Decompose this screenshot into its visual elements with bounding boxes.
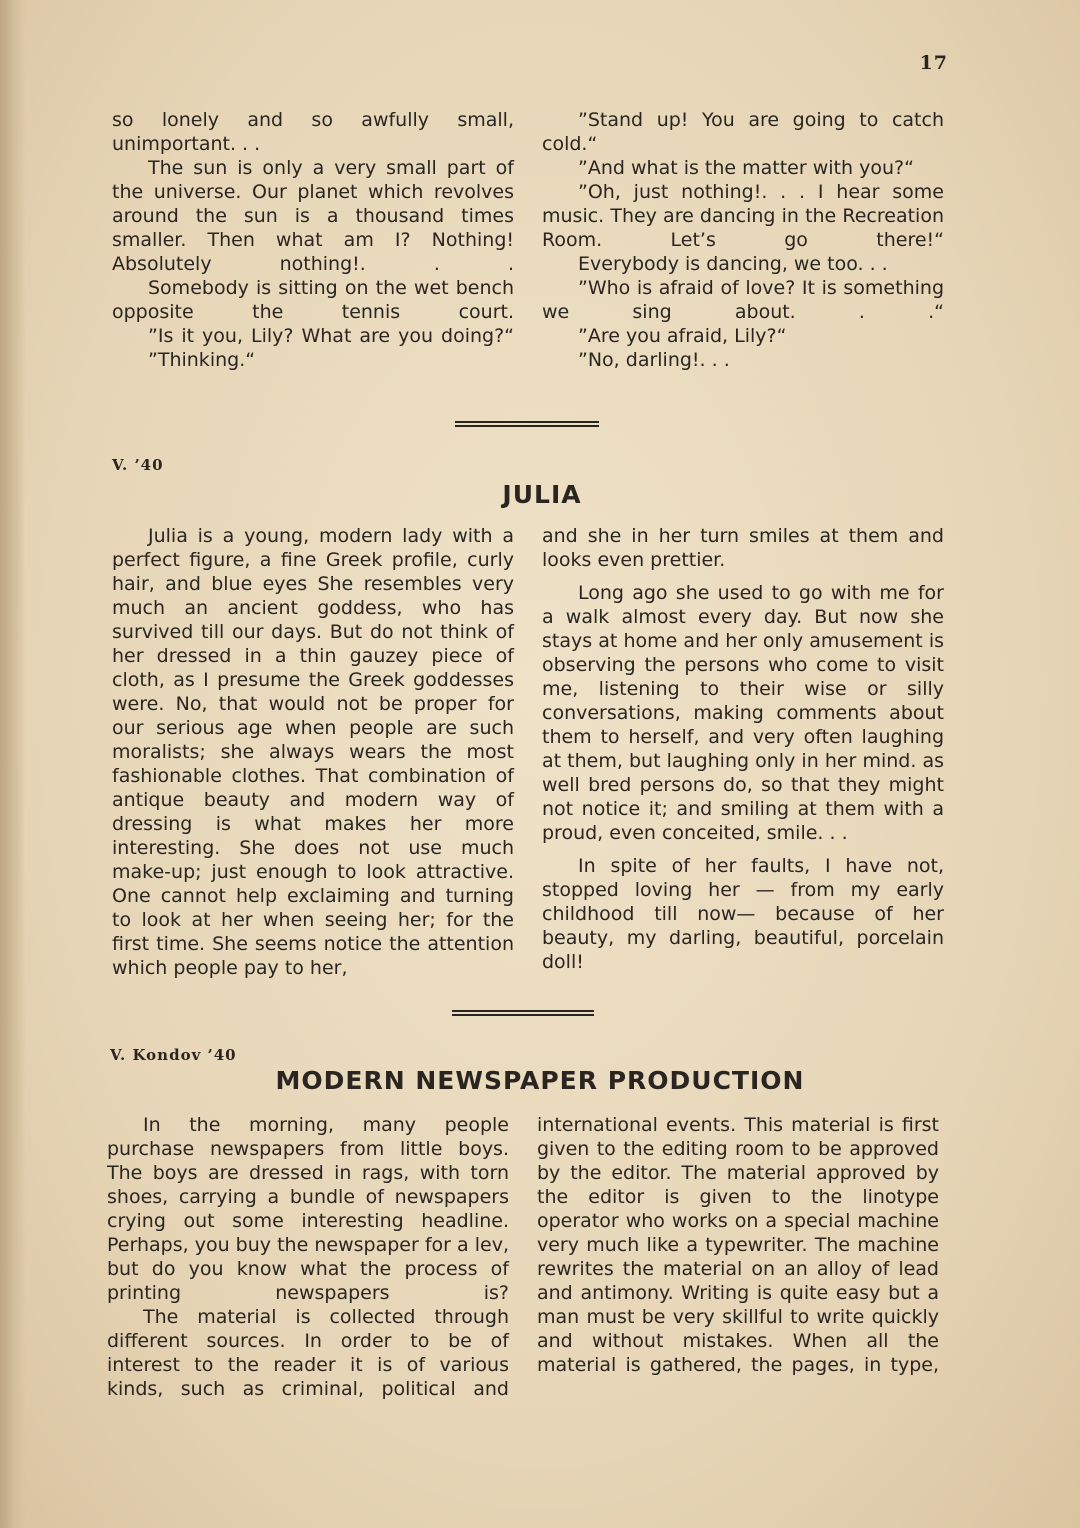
intro-left-paragraph-5: ”Thinking.“ — [148, 349, 256, 371]
intro-right-paragraph-4: Everybody is dancing, we too. . . — [578, 253, 888, 275]
intro-left-paragraph-3: Somebody is sitting on the wet bench opposite the tennis court. — [112, 277, 514, 323]
julia-right-column — [542, 524, 944, 974]
page-binding-edge — [0, 0, 26, 1528]
newspaper-right-column — [537, 1113, 939, 1377]
intro-left-column — [112, 108, 514, 372]
intro-right-paragraph-3: ”Oh, just nothing!. . . I hear some music. They are dancing in the Recreation Room. Let’s go there!“ — [542, 181, 944, 251]
intro-right-paragraph-6: ”Are you afraid, Lily?“ — [578, 325, 787, 347]
newspaper-left-paragraph-1: In the morning, many people purchase newspapers from little boys. The boys are dressed in rags, with torn shoes, carrying a bundle of newspapers crying out some interesting headline. Perhaps, you buy the newspaper for a lev, but do you know what the process of printing newspapers is? — [107, 1114, 509, 1304]
newspaper-title: MODERN NEWSPAPER PRODUCTION — [275, 1066, 805, 1095]
section-divider-1 — [455, 421, 599, 427]
julia-left-paragraph-1: Julia is a young, modern lady with a perfect figure, a fine Greek profile, curly hair, and blue eyes She resembles very much an ancient goddess, who has survived till our days. But do not think of her dressed in a thin gauzey piece of cloth, as I presume the Greek goddesses were. No, that would not be proper for our serious age when people are such moralists; she always wears the most fashionable clothes. That combination of antique beauty and modern way of dressing is what makes her more interesting. She does not use much make-up; just enough to look attractive. One cannot help exclaiming and turning to look at her when seeing her; for the first time. She seems notice the attention which people pay to her, — [112, 525, 514, 979]
page-number: 17 — [919, 52, 948, 74]
intro-right-column — [542, 108, 944, 372]
intro-right-paragraph-7: ”No, darling!. . . — [578, 349, 730, 371]
julia-right-paragraph-2: Long ago she used to go with me for a walk almost every day. But now she stays at home and her only amusement is observing the persons who come to visit me, listening to their wise or silly conversations, making comments about them to herself, and very often laughing at them, but laughing only in her mind. as well bred persons do, so that they might not notice it; and smiling at them with a proud, even conceited, smile. . . — [542, 582, 944, 844]
julia-left-column — [112, 524, 514, 980]
julia-right-paragraph-1: and she in her turn smiles at them and looks even prettier. — [542, 525, 944, 571]
julia-right-paragraph-3: In spite of her faults, I have not, stopped loving her — from my early childhood till now— because of her beauty, my darling, beautiful, porcelain doll! — [542, 855, 944, 973]
julia-byline: V. ’40 — [112, 456, 164, 474]
intro-right-paragraph-2: ”And what is the matter with you?“ — [578, 157, 914, 179]
intro-left-paragraph-4: ”Is it you, Lily? What are you doing?“ — [148, 325, 514, 347]
newspaper-left-column — [107, 1113, 509, 1401]
intro-right-paragraph-5: ”Who is afraid of love? It is something we sing about. . .“ — [542, 277, 944, 323]
intro-left-paragraph-1: so lonely and so awfully small, unimportant. . . — [112, 109, 514, 155]
newspaper-right-paragraph-1: international events. This material is first given to the editing room to be approved by the editor. The material approved by the editor is given to the linotype operator who works on a special machine very much like a typewriter. The machine rewrites the material on an alloy of lead and antimony. Writing is quite easy but a man must be very skillful to write quickly and without mistakes. When all the material is gathered, the pages, in type, — [537, 1114, 939, 1376]
intro-left-paragraph-2: The sun is only a very small part of the universe. Our planet which revolves around the sun is a thousand times smaller. Then what am I? Nothing! Absolutely nothing!. . . — [112, 157, 514, 275]
intro-right-paragraph-1: ”Stand up! You are going to catch cold.“ — [542, 109, 944, 155]
newspaper-byline: V. Kondov ’40 — [110, 1046, 237, 1064]
julia-title: JULIA — [502, 480, 582, 509]
section-divider-2 — [452, 1010, 594, 1016]
newspaper-left-paragraph-2: The material is collected through different sources. In order to be of interest to the reader it is of various kinds, such as criminal, political and — [107, 1306, 509, 1400]
